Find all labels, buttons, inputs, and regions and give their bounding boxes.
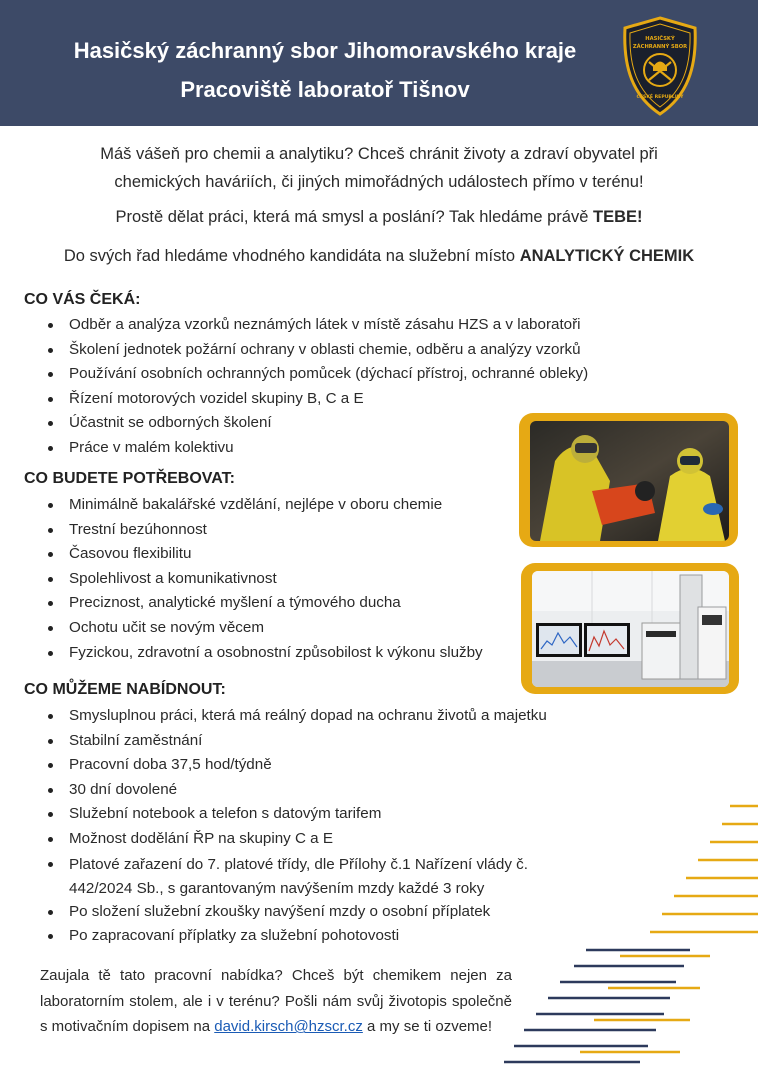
list-item: Minimálně bakalářské vzdělání, nejlépe v oboru chemie [0, 494, 483, 519]
list-item: Účastnit se odborných školení [0, 412, 588, 437]
bullet-icon [48, 323, 53, 328]
bullet-icon [48, 934, 53, 939]
bullet-icon [48, 862, 53, 867]
hazmat-workers-photo [530, 421, 729, 541]
list-item: Platové zařazení do 7. platové třídy, dle Přílohy č.1 Nařízení vlády č. 442/2024 Sb., s garantovaným navýšením mzdy každé 3 roky [0, 853, 559, 901]
list-item: Pracovní doba 37,5 hod/týdně [0, 754, 559, 779]
bullet-icon [48, 372, 53, 377]
page-subtitle: Pracoviště laboratoř Tišnov [180, 77, 470, 102]
list-item: Časovou flexibilitu [0, 543, 483, 568]
bullet-icon [48, 714, 53, 719]
list-item: Řízení motorových vozidel skupiny B, C a E [0, 388, 588, 413]
bullet-icon [48, 446, 53, 451]
intro-line-1: Máš vášeň pro chemii a analytiku? Chceš chránit životy a zdraví obyvatel při [100, 145, 658, 163]
bullet-icon [48, 421, 53, 426]
svg-text:HASIČSKÝ: HASIČSKÝ [645, 36, 675, 42]
list-item: Práce v malém kolektivu [0, 437, 588, 462]
bullet-icon [48, 577, 53, 582]
svg-text:ČESKÉ REPUBLIKY: ČESKÉ REPUBLIKY [636, 95, 684, 100]
list-item: Ochotu učit se novým věcem [0, 617, 483, 642]
list-item: Používání osobních ochranných pomůcek (dýchací přístroj, ochranné obleky) [0, 363, 588, 388]
contact-email-link[interactable]: david.kirsch@hzscr.cz [214, 1018, 363, 1036]
bullet-icon [48, 601, 53, 606]
bullet-icon [48, 837, 53, 842]
fire-rescue-emblem-icon [619, 16, 701, 116]
bullet-icon [48, 763, 53, 768]
decorative-stripes [500, 800, 758, 1072]
bullet-icon [48, 552, 53, 557]
page-title: Hasičský záchranný sbor Jihomoravského kraje [73, 38, 577, 63]
list-item: Smysluplnou práci, která má reálný dopad na ochranu životů a majetku [0, 705, 559, 730]
bullet-icon [48, 503, 53, 508]
intro-line-4: Do svých řad hledáme vhodného kandidáta na služební místo ANALYTICKÝ CHEMIK [63, 247, 695, 265]
bullet-icon [48, 739, 53, 744]
list-item: 30 dní dovolené [0, 779, 559, 804]
position-name: ANALYTICKÝ CHEMIK [519, 247, 695, 265]
list-item: Školení jednotek požární ochrany v oblasti chemie, odběru a analýzy vzorků [0, 339, 588, 364]
bullet-icon [48, 626, 53, 631]
bullet-icon [48, 651, 53, 656]
list-item: Možnost dodělání ŘP na skupiny C a E [0, 828, 559, 853]
need-list [0, 494, 483, 666]
list-item: Preciznost, analytické myšlení a týmového ducha [0, 592, 483, 617]
intro-line-2: chemických haváriích, či jiných mimořádných událostech přímo v terénu! [114, 173, 644, 191]
laboratory-instrument-photo [532, 571, 729, 687]
list-item: Fyzickou, zdravotní a osobnostní způsobilost k výkonu služby [0, 642, 483, 667]
section-heading-offer: CO MŮŽEME NABÍDNOUT: [24, 681, 226, 698]
header-banner [0, 0, 758, 126]
expect-list [0, 314, 588, 462]
list-item: Spolehlivost a komunikativnost [0, 568, 483, 593]
list-item: Služební notebook a telefon s datovým tarifem [0, 803, 559, 828]
list-item: Odběr a analýza vzorků neznámých látek v místě zásahu HZS a v laboratoři [0, 314, 588, 339]
list-item: Trestní bezúhonnost [0, 519, 483, 544]
intro-line-3: Prostě dělat práci, která má smysl a poslání? Tak hledáme právě TEBE! [115, 208, 643, 226]
section-heading-expect: CO VÁS ČEKÁ: [24, 291, 141, 308]
bullet-icon [48, 348, 53, 353]
bullet-icon [48, 397, 53, 402]
bullet-icon [48, 788, 53, 793]
list-item: Stabilní zaměstnání [0, 730, 559, 755]
list-item: Po zapracovaní příplatky za služební pohotovosti [0, 925, 559, 950]
bullet-icon [48, 910, 53, 915]
list-item: Po složení služební zkoušky navýšení mzdy o osobní příplatek [0, 901, 559, 926]
bullet-icon [48, 528, 53, 533]
svg-text:ZÁCHRANNÝ SBOR: ZÁCHRANNÝ SBOR [632, 44, 688, 50]
emphasis-you: TEBE! [593, 208, 643, 226]
closing-paragraph: Zaujala tě tato pracovní nabídka? Chceš být chemikem nejen za laboratorním stolem, ale i v terénu? Pošli nám svůj životopis společně s motivačním dopisem na david.kirsch@hzscr.cz a my se ti ozveme! [40, 967, 512, 1036]
section-heading-need: CO BUDETE POTŘEBOVAT: [24, 470, 235, 487]
bullet-icon [48, 812, 53, 817]
offer-list [0, 705, 559, 950]
